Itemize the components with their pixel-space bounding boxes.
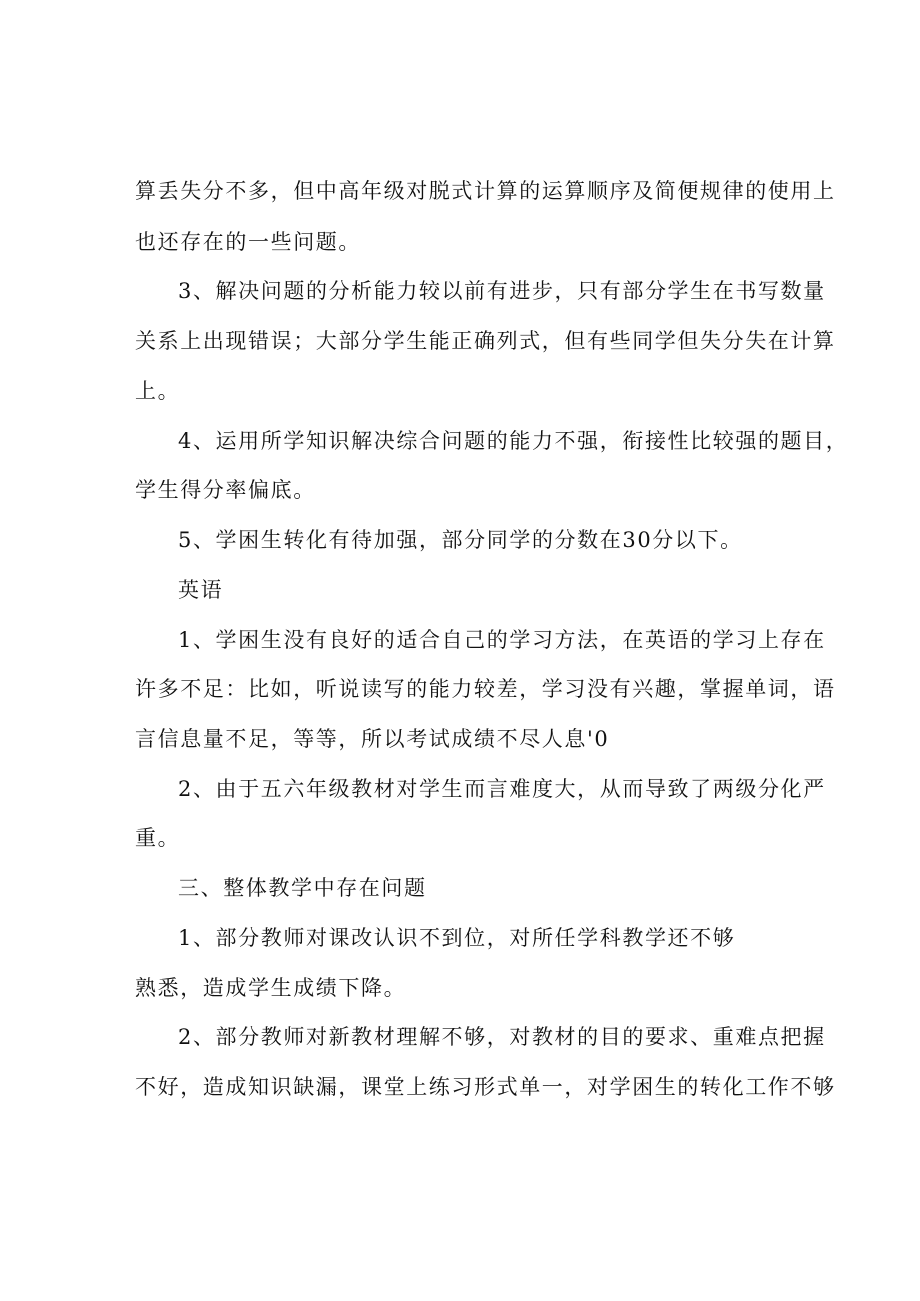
paragraph-line: 1、部分教师对课改认识不到位，对所任学科教学还不够 — [178, 926, 736, 950]
paragraph-line: 也还存在的一些问题。 — [135, 230, 361, 254]
paragraph-line: 上。 — [135, 379, 181, 403]
paragraph-line: 许多不足：比如，听说读写的能力较差，学习没有兴趣，掌握单词，语 — [135, 677, 836, 701]
paragraph-line: 2、由于五六年级教材对学生而言难度大，从而导致了两级分化严 — [178, 777, 826, 801]
paragraph-line: 算丢失分不多，但中高年级对脱式计算的运算顺序及简便规律的使用上 — [135, 179, 836, 203]
paragraph-line: 言信息量不足，等等，所以考试成绩不尽人息'0 — [135, 727, 610, 751]
section-heading: 三、整体教学中存在问题 — [178, 876, 427, 900]
paragraph-line: 3、解决问题的分析能力较以前有进步，只有部分学生在书写数量 — [178, 279, 826, 303]
paragraph-line: 学生得分率偏底。 — [135, 478, 316, 502]
paragraph-line: 熟悉，造成学生成绩下降。 — [135, 976, 407, 1000]
paragraph-line: 关系上出现错误；大部分学生能正确列式，但有些同学但失分失在计算 — [135, 329, 836, 353]
paragraph-line: 2、部分教师对新教材理解不够，对教材的目的要求、重难点把握 — [178, 1025, 826, 1049]
paragraph-line: 不好，造成知识缺漏，课堂上练习形式单一，对学困生的转化工作不够 — [135, 1075, 836, 1099]
section-heading: 英语 — [178, 578, 224, 602]
paragraph-line: 4、运用所学知识解决综合问题的能力不强，衔接性比较强的题目， — [178, 429, 849, 453]
paragraph-line: 1、学困生没有良好的适合自己的学习方法，在英语的学习上存在 — [178, 628, 826, 652]
paragraph-line: 5、学困生转化有待加强，部分同学的分数在30分以下。 — [178, 528, 743, 552]
paragraph-line: 重。 — [135, 826, 181, 850]
